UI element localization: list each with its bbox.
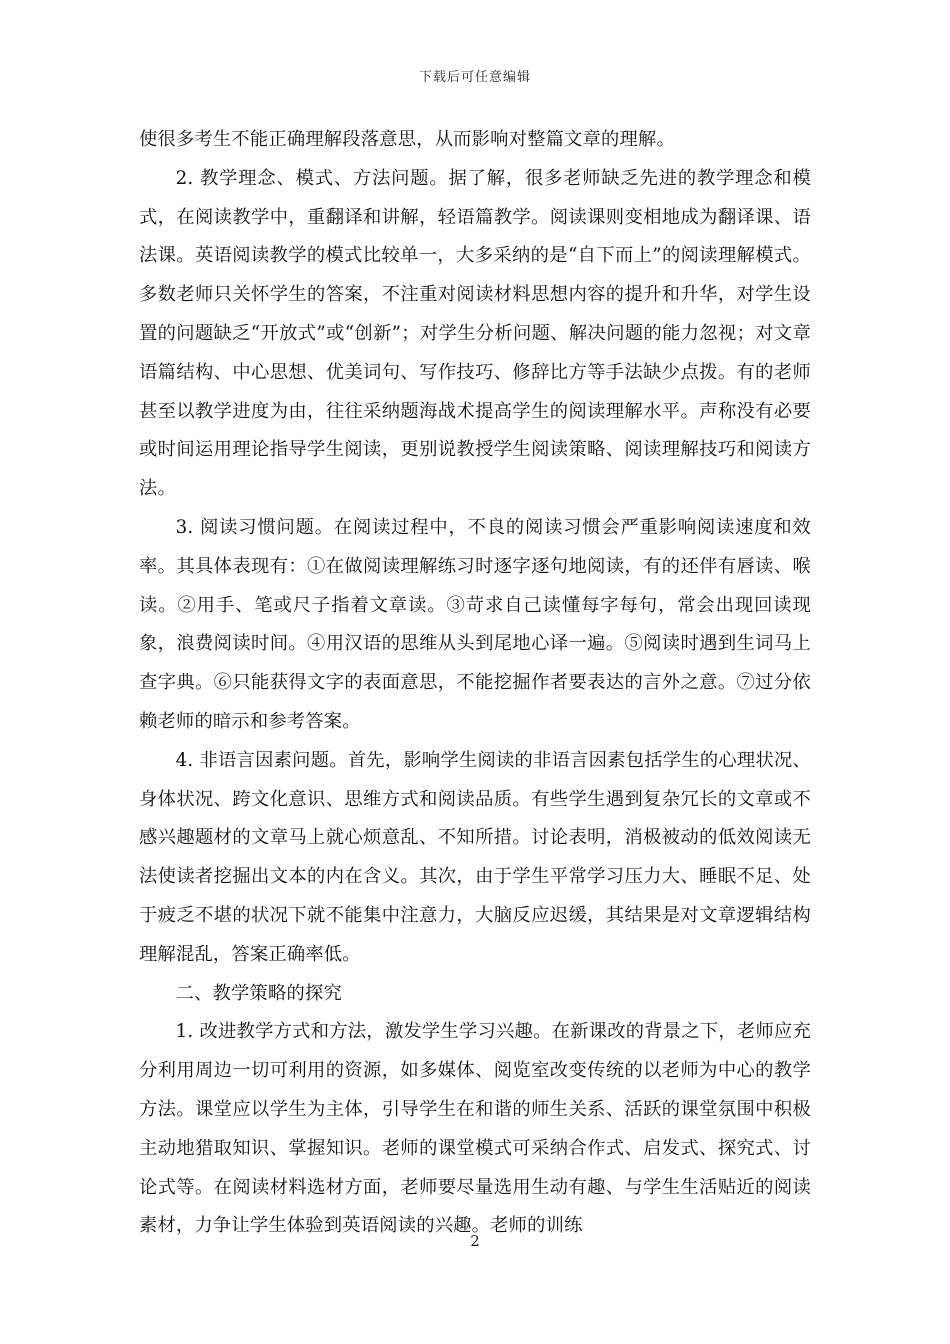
page-header: 下载后可任意编辑	[418, 70, 531, 85]
document-body	[139, 121, 811, 1246]
paragraph-non-language-factors: 4. 非语言因素问题。首先，影响学生阅读的非语言因素包括学生的心理状况、身体状况、跨文化意识、思维方式和阅读品质。有些学生遇到复杂冗长的文章或不感兴趣题材的文章马上就心烦意乱、不知所措。讨论表明，消极被动的低效阅读无法使读者挖掘出文本的内在含义。其次，由于学生平常学习压力大、睡眠不足、处于疲乏不堪的状况下就不能集中注意力，大脑反应迟缓，其结果是对文章逻辑结构理解混乱，答案正确率低。	[139, 749, 811, 965]
section-heading-teaching-strategies: 二、教学策略的探究	[175, 982, 342, 1004]
paragraph-continuation: 使很多考生不能正确理解段落意思，从而影响对整篇文章的理解。	[139, 129, 675, 150]
paragraph-reading-habits: 3. 阅读习惯问题。在阅读过程中，不良的阅读习惯会严重影响阅读速度和效率。其具体表现有：①在做阅读理解练习时逐字逐句地阅读，有的还伴有唇读、喉读。②用手、笔或尺子指着文章读。③苛求自己读懂每字每句，常会出现回读现象，浪费阅读时间。④用汉语的思维从头到尾地心译一遍。⑤阅读时遇到生词马上查字典。⑥只能获得文字的表面意思，不能挖掘作者要表达的言外之意。⑦过分依赖老师的暗示和参考答案。	[139, 516, 811, 732]
paragraph-improve-teaching-methods: 1. 改进教学方式和方法，激发学生学习兴趣。在新课改的背景之下，老师应充分利用周边一切可利用的资源，如多媒体、阅览室改变传统的以老师为中心的教学方法。课堂应以学生为主体，引导学生在和谐的师生关系、活跃的课堂氛围中积极主动地猎取知识、掌握知识。老师的课堂模式可采纳合作式、启发式、探究式、讨论式等。在阅读材料选材方面，老师要尽量选用生动有趣、与学生生活贴近的阅读素材，力争让学生体验到英语阅读的兴趣。老师的训练	[139, 1021, 811, 1237]
page-number: 2	[470, 1232, 480, 1250]
paragraph-teaching-concepts: 2. 教学理念、模式、方法问题。据了解，很多老师缺乏先进的教学理念和模式，在阅读教学中，重翻译和讲解，轻语篇教学。阅读课则变相地成为翻译课、语法课。英语阅读教学的模式比较单一，大多采纳的是“自下而上”的阅读理解模式。多数老师只关怀学生的答案，不注重对阅读材料思想内容的提升和升华，对学生设置的问题缺乏“开放式”或“创新”；对学生分析问题、解决问题的能力忽视；对文章语篇结构、中心思想、优美词句、写作技巧、修辞比方等手法缺少点拨。有的老师甚至以教学进度为由，往往采纳题海战术提高学生的阅读理解水平。声称没有必要或时间运用理论指导学生阅读，更别说教授学生阅读策略、阅读理解技巧和阅读方法。	[139, 167, 811, 500]
